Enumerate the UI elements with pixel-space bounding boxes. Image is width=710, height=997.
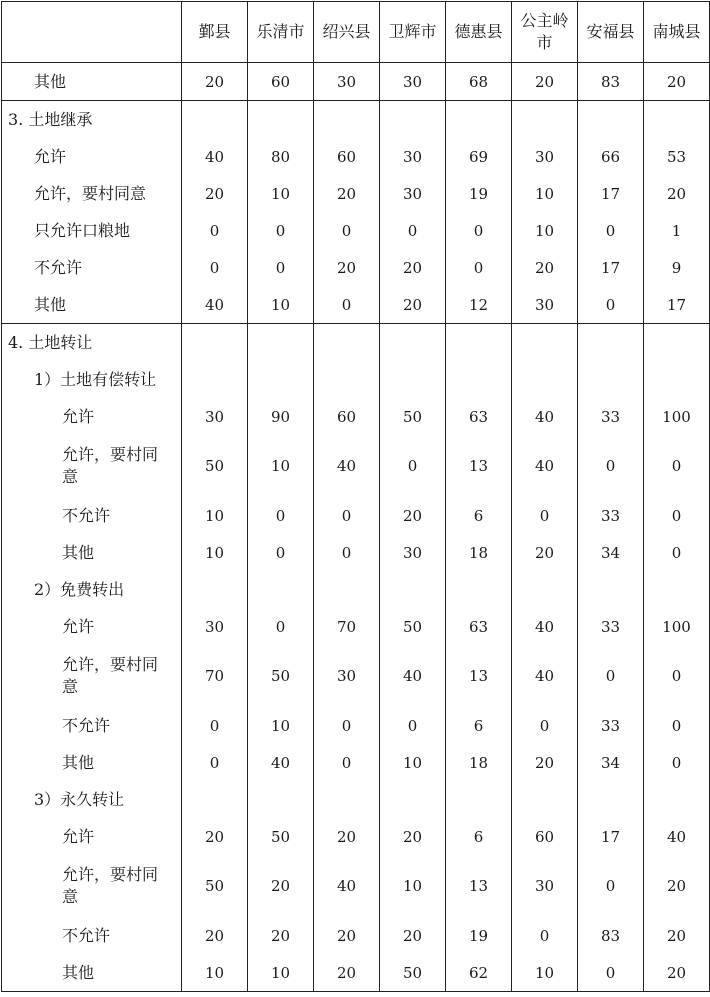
value-cell: 40 bbox=[644, 818, 710, 855]
value-cell bbox=[182, 101, 248, 139]
value-cell: 63 bbox=[446, 398, 512, 435]
table-row bbox=[2, 286, 710, 324]
value-cell: 0 bbox=[248, 534, 314, 571]
row-label: 允许 bbox=[2, 818, 182, 855]
value-cell bbox=[182, 571, 248, 608]
table-row bbox=[2, 398, 710, 435]
value-cell: 34 bbox=[578, 534, 644, 571]
value-cell bbox=[446, 101, 512, 139]
table-row bbox=[2, 497, 710, 534]
value-cell bbox=[578, 571, 644, 608]
value-cell: 10 bbox=[182, 954, 248, 992]
value-cell: 20 bbox=[512, 63, 578, 101]
value-cell: 20 bbox=[512, 534, 578, 571]
column-header: 南城县 bbox=[644, 2, 710, 63]
table-row bbox=[2, 63, 710, 101]
value-cell: 10 bbox=[248, 954, 314, 992]
value-cell: 0 bbox=[644, 645, 710, 707]
value-cell bbox=[182, 324, 248, 362]
value-cell: 30 bbox=[512, 138, 578, 175]
value-cell: 20 bbox=[380, 818, 446, 855]
value-cell bbox=[380, 781, 446, 818]
value-cell: 0 bbox=[644, 744, 710, 781]
value-cell: 30 bbox=[182, 608, 248, 645]
row-label: 允许，要村同意 bbox=[2, 435, 182, 497]
value-cell: 60 bbox=[314, 398, 380, 435]
column-header: 安福县 bbox=[578, 2, 644, 63]
row-label: 允许，要村同意 bbox=[2, 855, 182, 917]
value-cell: 40 bbox=[314, 855, 380, 917]
value-cell: 63 bbox=[446, 608, 512, 645]
row-label: 其他 bbox=[2, 286, 182, 324]
table-row bbox=[2, 175, 710, 212]
value-cell bbox=[512, 101, 578, 139]
column-header: 绍兴县 bbox=[314, 2, 380, 63]
value-cell: 30 bbox=[182, 398, 248, 435]
value-cell: 17 bbox=[644, 286, 710, 324]
value-cell: 0 bbox=[578, 212, 644, 249]
value-cell: 10 bbox=[182, 534, 248, 571]
value-cell bbox=[314, 324, 380, 362]
value-cell: 30 bbox=[512, 855, 578, 917]
value-cell: 0 bbox=[644, 707, 710, 744]
value-cell: 33 bbox=[578, 608, 644, 645]
value-cell bbox=[644, 571, 710, 608]
column-header: 乐清市 bbox=[248, 2, 314, 63]
row-label: 其他 bbox=[2, 534, 182, 571]
value-cell: 20 bbox=[644, 954, 710, 992]
table-row bbox=[2, 138, 710, 175]
value-cell: 20 bbox=[380, 286, 446, 324]
value-cell: 17 bbox=[578, 175, 644, 212]
value-cell: 10 bbox=[512, 954, 578, 992]
value-cell: 40 bbox=[314, 435, 380, 497]
value-cell: 66 bbox=[578, 138, 644, 175]
row-label: 允许 bbox=[2, 398, 182, 435]
table-row bbox=[2, 818, 710, 855]
value-cell: 20 bbox=[182, 818, 248, 855]
value-cell: 83 bbox=[578, 917, 644, 954]
value-cell bbox=[512, 324, 578, 362]
value-cell bbox=[380, 101, 446, 139]
value-cell: 90 bbox=[248, 398, 314, 435]
row-label: 2）免费转出 bbox=[2, 571, 182, 608]
table-row bbox=[2, 361, 710, 398]
value-cell: 20 bbox=[182, 917, 248, 954]
value-cell: 20 bbox=[380, 497, 446, 534]
value-cell: 13 bbox=[446, 855, 512, 917]
row-label: 1）土地有偿转让 bbox=[2, 361, 182, 398]
value-cell bbox=[512, 781, 578, 818]
value-cell bbox=[380, 324, 446, 362]
value-cell: 20 bbox=[314, 249, 380, 286]
table-row bbox=[2, 571, 710, 608]
value-cell: 0 bbox=[182, 744, 248, 781]
value-cell: 60 bbox=[248, 63, 314, 101]
value-cell: 0 bbox=[512, 917, 578, 954]
value-cell bbox=[248, 361, 314, 398]
value-cell bbox=[578, 781, 644, 818]
value-cell: 69 bbox=[446, 138, 512, 175]
value-cell: 9 bbox=[644, 249, 710, 286]
value-cell: 0 bbox=[314, 744, 380, 781]
value-cell: 20 bbox=[314, 818, 380, 855]
row-label: 其他 bbox=[2, 954, 182, 992]
value-cell bbox=[578, 324, 644, 362]
value-cell: 20 bbox=[380, 249, 446, 286]
value-cell: 0 bbox=[314, 286, 380, 324]
value-cell: 50 bbox=[248, 818, 314, 855]
value-cell: 40 bbox=[182, 286, 248, 324]
value-cell: 19 bbox=[446, 917, 512, 954]
value-cell: 83 bbox=[578, 63, 644, 101]
value-cell: 12 bbox=[446, 286, 512, 324]
value-cell bbox=[182, 361, 248, 398]
table-row bbox=[2, 954, 710, 992]
value-cell: 13 bbox=[446, 645, 512, 707]
value-cell: 30 bbox=[314, 645, 380, 707]
value-cell: 40 bbox=[512, 398, 578, 435]
column-header: 公主岭市 bbox=[512, 2, 578, 63]
value-cell: 60 bbox=[314, 138, 380, 175]
value-cell bbox=[644, 101, 710, 139]
value-cell: 20 bbox=[182, 175, 248, 212]
value-cell bbox=[314, 781, 380, 818]
table-row bbox=[2, 608, 710, 645]
value-cell: 0 bbox=[578, 645, 644, 707]
table-row bbox=[2, 744, 710, 781]
row-label: 4. 土地转让 bbox=[2, 324, 182, 362]
value-cell: 68 bbox=[446, 63, 512, 101]
value-cell bbox=[182, 781, 248, 818]
value-cell: 53 bbox=[644, 138, 710, 175]
value-cell: 33 bbox=[578, 398, 644, 435]
value-cell: 20 bbox=[248, 917, 314, 954]
value-cell bbox=[248, 571, 314, 608]
value-cell: 20 bbox=[314, 954, 380, 992]
header-corner-cell bbox=[2, 2, 182, 63]
value-cell: 6 bbox=[446, 497, 512, 534]
value-cell bbox=[248, 101, 314, 139]
value-cell: 0 bbox=[314, 497, 380, 534]
value-cell: 40 bbox=[248, 744, 314, 781]
table-row bbox=[2, 324, 710, 362]
value-cell: 30 bbox=[380, 534, 446, 571]
value-cell: 0 bbox=[248, 497, 314, 534]
value-cell: 6 bbox=[446, 707, 512, 744]
value-cell bbox=[446, 361, 512, 398]
value-cell: 20 bbox=[512, 744, 578, 781]
value-cell: 100 bbox=[644, 398, 710, 435]
value-cell: 20 bbox=[644, 63, 710, 101]
value-cell bbox=[446, 324, 512, 362]
table-row bbox=[2, 781, 710, 818]
table-row bbox=[2, 435, 710, 497]
value-cell: 20 bbox=[644, 917, 710, 954]
value-cell: 30 bbox=[314, 63, 380, 101]
value-cell: 30 bbox=[380, 138, 446, 175]
value-cell: 0 bbox=[644, 534, 710, 571]
value-cell: 0 bbox=[380, 707, 446, 744]
value-cell bbox=[644, 324, 710, 362]
value-cell bbox=[644, 781, 710, 818]
value-cell bbox=[578, 361, 644, 398]
value-cell: 40 bbox=[182, 138, 248, 175]
value-cell: 20 bbox=[512, 249, 578, 286]
row-label: 其他 bbox=[2, 63, 182, 101]
value-cell bbox=[314, 571, 380, 608]
value-cell: 34 bbox=[578, 744, 644, 781]
row-label: 不允许 bbox=[2, 917, 182, 954]
value-cell: 70 bbox=[182, 645, 248, 707]
value-cell: 33 bbox=[578, 707, 644, 744]
table-row bbox=[2, 707, 710, 744]
value-cell: 10 bbox=[248, 286, 314, 324]
value-cell bbox=[512, 571, 578, 608]
table-row bbox=[2, 855, 710, 917]
header-row bbox=[2, 2, 710, 63]
value-cell: 50 bbox=[248, 645, 314, 707]
value-cell: 17 bbox=[578, 249, 644, 286]
value-cell bbox=[446, 781, 512, 818]
row-label: 不允许 bbox=[2, 497, 182, 534]
value-cell: 10 bbox=[248, 435, 314, 497]
value-cell: 70 bbox=[314, 608, 380, 645]
value-cell: 0 bbox=[182, 707, 248, 744]
value-cell: 13 bbox=[446, 435, 512, 497]
value-cell: 18 bbox=[446, 534, 512, 571]
value-cell: 0 bbox=[182, 249, 248, 286]
value-cell: 100 bbox=[644, 608, 710, 645]
value-cell: 40 bbox=[512, 608, 578, 645]
table-row bbox=[2, 101, 710, 139]
value-cell: 40 bbox=[512, 645, 578, 707]
value-cell bbox=[314, 101, 380, 139]
table-row bbox=[2, 645, 710, 707]
value-cell: 0 bbox=[314, 534, 380, 571]
value-cell bbox=[380, 571, 446, 608]
value-cell: 50 bbox=[182, 435, 248, 497]
value-cell: 60 bbox=[512, 818, 578, 855]
table-row bbox=[2, 917, 710, 954]
table-row bbox=[2, 212, 710, 249]
value-cell: 0 bbox=[512, 497, 578, 534]
value-cell: 10 bbox=[182, 497, 248, 534]
value-cell: 19 bbox=[446, 175, 512, 212]
value-cell: 10 bbox=[248, 707, 314, 744]
value-cell: 30 bbox=[512, 286, 578, 324]
value-cell: 18 bbox=[446, 744, 512, 781]
value-cell: 20 bbox=[644, 175, 710, 212]
value-cell: 33 bbox=[578, 497, 644, 534]
value-cell: 0 bbox=[248, 608, 314, 645]
value-cell: 10 bbox=[512, 175, 578, 212]
value-cell bbox=[512, 361, 578, 398]
row-label: 3. 土地继承 bbox=[2, 101, 182, 139]
value-cell: 0 bbox=[512, 707, 578, 744]
value-cell: 50 bbox=[380, 608, 446, 645]
value-cell: 20 bbox=[248, 855, 314, 917]
value-cell bbox=[446, 571, 512, 608]
value-cell: 0 bbox=[314, 212, 380, 249]
value-cell bbox=[380, 361, 446, 398]
row-label: 不允许 bbox=[2, 249, 182, 286]
value-cell: 40 bbox=[512, 435, 578, 497]
row-label: 只允许口粮地 bbox=[2, 212, 182, 249]
row-label: 3）永久转让 bbox=[2, 781, 182, 818]
table-row bbox=[2, 249, 710, 286]
value-cell: 0 bbox=[578, 855, 644, 917]
value-cell bbox=[578, 101, 644, 139]
value-cell: 20 bbox=[314, 175, 380, 212]
row-label: 允许，要村同意 bbox=[2, 175, 182, 212]
value-cell: 50 bbox=[182, 855, 248, 917]
value-cell: 80 bbox=[248, 138, 314, 175]
value-cell: 10 bbox=[248, 175, 314, 212]
value-cell: 30 bbox=[380, 63, 446, 101]
value-cell: 62 bbox=[446, 954, 512, 992]
row-label: 允许 bbox=[2, 608, 182, 645]
row-label: 不允许 bbox=[2, 707, 182, 744]
value-cell: 20 bbox=[644, 855, 710, 917]
value-cell: 50 bbox=[380, 398, 446, 435]
value-cell: 0 bbox=[644, 497, 710, 534]
data-table bbox=[1, 1, 710, 992]
column-header: 德惠县 bbox=[446, 2, 512, 63]
row-label: 允许，要村同意 bbox=[2, 645, 182, 707]
value-cell: 10 bbox=[512, 212, 578, 249]
value-cell: 0 bbox=[182, 212, 248, 249]
value-cell: 0 bbox=[578, 435, 644, 497]
value-cell: 10 bbox=[380, 855, 446, 917]
value-cell bbox=[248, 324, 314, 362]
value-cell: 6 bbox=[446, 818, 512, 855]
value-cell: 0 bbox=[314, 707, 380, 744]
value-cell: 1 bbox=[644, 212, 710, 249]
value-cell: 0 bbox=[248, 249, 314, 286]
value-cell: 50 bbox=[380, 954, 446, 992]
value-cell: 0 bbox=[248, 212, 314, 249]
value-cell: 0 bbox=[446, 212, 512, 249]
value-cell: 0 bbox=[578, 286, 644, 324]
column-header: 鄞县 bbox=[182, 2, 248, 63]
column-header: 卫辉市 bbox=[380, 2, 446, 63]
value-cell: 0 bbox=[578, 954, 644, 992]
value-cell: 20 bbox=[182, 63, 248, 101]
table-body bbox=[2, 63, 710, 992]
row-label: 允许 bbox=[2, 138, 182, 175]
value-cell bbox=[248, 781, 314, 818]
value-cell: 10 bbox=[380, 744, 446, 781]
value-cell: 40 bbox=[380, 645, 446, 707]
value-cell: 17 bbox=[578, 818, 644, 855]
value-cell bbox=[644, 361, 710, 398]
value-cell: 0 bbox=[644, 435, 710, 497]
value-cell: 0 bbox=[380, 212, 446, 249]
value-cell: 30 bbox=[380, 175, 446, 212]
table-row bbox=[2, 534, 710, 571]
value-cell: 0 bbox=[446, 249, 512, 286]
row-label: 其他 bbox=[2, 744, 182, 781]
value-cell: 20 bbox=[380, 917, 446, 954]
value-cell: 0 bbox=[380, 435, 446, 497]
value-cell bbox=[314, 361, 380, 398]
value-cell: 20 bbox=[314, 917, 380, 954]
